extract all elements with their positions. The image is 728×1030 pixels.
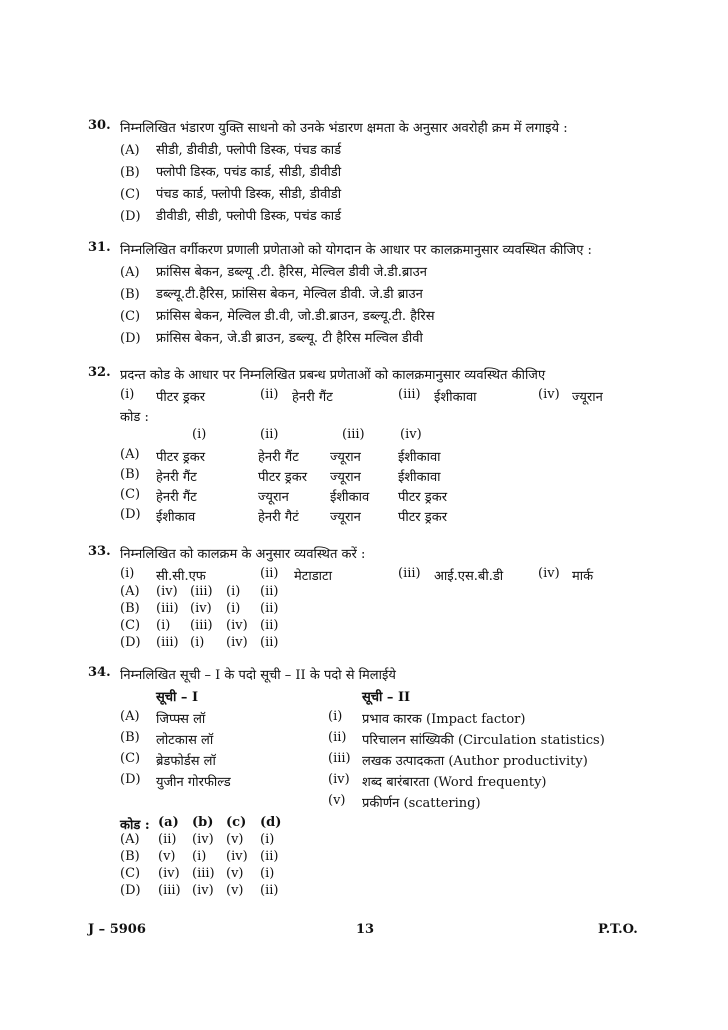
list-1-title: सूची – I — [156, 690, 199, 705]
list-2-title: सूची – II — [362, 690, 411, 705]
question-number: 30. — [88, 118, 111, 133]
option-c: (C) पंचड कार्ड, फ्लोपी डिस्क, सीडी, डीवीडी — [120, 187, 342, 202]
option-a: (A) फ्रांसिस बेकन, डब्ल्यू .टी. हैरिस, मेल्विल डीवी जे.डी.ब्राउन — [120, 265, 427, 280]
question-number: 33. — [88, 544, 111, 559]
pto-label: P.T.O. — [598, 922, 638, 937]
question-text: निम्नलिखित भंडारण युक्ति साधनो को उनके भंडारण क्षमता के अनुसार अवरोही क्रम में लगाइये : — [120, 121, 568, 136]
question-text: निम्नलिखित सूची – I के पदो सूची – II के पदो से मिलाईये — [120, 668, 396, 683]
option-b: (B) डब्ल्यू.टी.हैरिस, फ्रांसिस बेकन, मेल्विल डीवी. जे.डी ब्राउन — [120, 287, 423, 302]
page-number: 13 — [356, 922, 375, 937]
option-d: (D) डीवीडी, सीडी, फ्लोपी डिस्क, पचंड कार्ड — [120, 209, 342, 224]
question-text: प्रदन्त कोड के आधार पर निम्नलिखित प्रबन्ध प्रणेताओं को कालक्रमानुसार व्यवस्थित कीजिए — [120, 368, 546, 383]
question-number: 31. — [88, 240, 111, 255]
option-d: (D) फ्रांसिस बेकन, जे.डी ब्राउन, डब्ल्यू. टी हैरिस मल्विल डीवी — [120, 331, 423, 346]
option-c: (C) फ्रांसिस बेकन, मेल्विल डी.वी, जो.डी.ब्राउन, डब्ल्यू.टी. हैरिस — [120, 309, 435, 324]
question-number: 34. — [88, 665, 111, 680]
option-b: (B) फ्लोपी डिस्क, पचंड कार्ड, सीडी, डीवीडी — [120, 165, 342, 180]
option-a: (A) सीडी, डीवीडी, फ्लोपी डिस्क, पंचड कार्ड — [120, 143, 342, 158]
question-text: निम्नलिखित को कालक्रम के अनुसार व्यवस्थित करें : — [120, 547, 366, 562]
code-label: कोड : — [120, 410, 149, 425]
question-text: निम्नलिखित वर्गीकरण प्रणाली प्रणेताओ को योगदान के आधार पर कालक्रमानुसार व्यवस्थित कीजिए : — [120, 243, 592, 258]
question-number: 32. — [88, 365, 111, 380]
paper-code: J – 5906 — [88, 922, 146, 937]
